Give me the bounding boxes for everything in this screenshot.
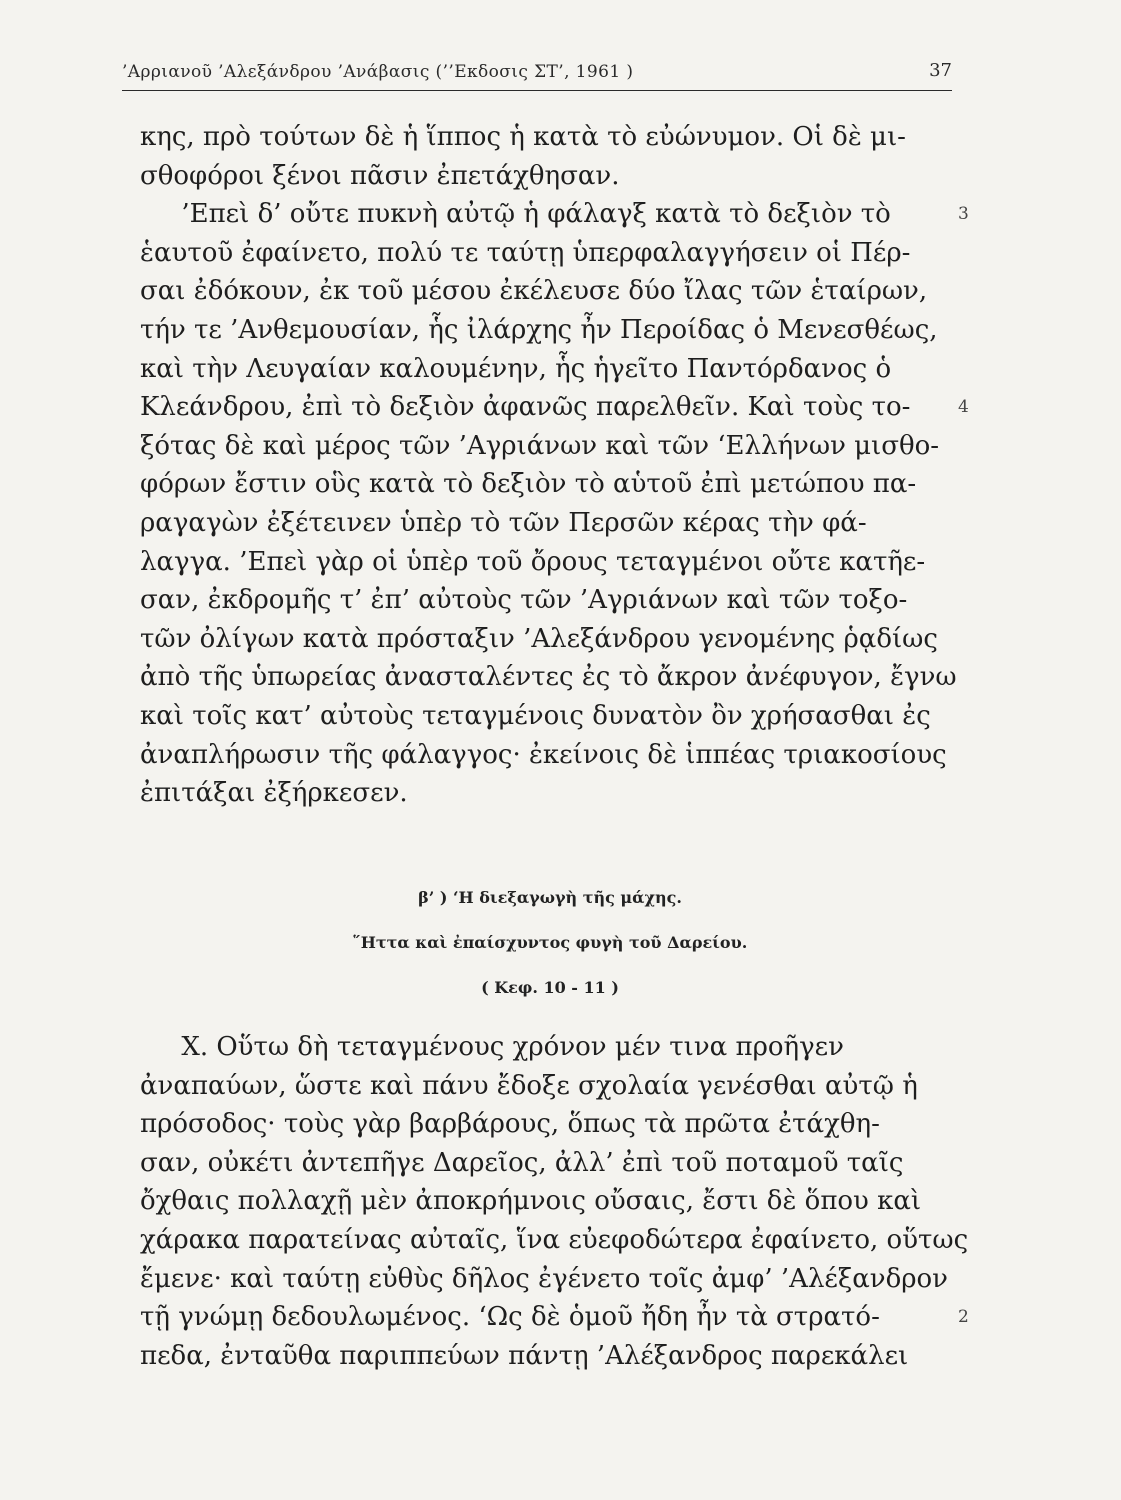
text-line	[140, 1337, 970, 1376]
text-line	[140, 350, 970, 389]
text-line	[140, 1105, 970, 1144]
line-text: κης, πρὸ τούτων δὲ ἡ ἵππος ἡ κατὰ τὸ εὐώνυμον. Οἱ δὲ μι-	[140, 122, 906, 152]
text-line	[140, 427, 970, 466]
text-line	[140, 118, 970, 157]
text-line	[140, 272, 970, 311]
text-line	[140, 234, 970, 273]
text-line	[140, 1028, 970, 1067]
line-text: καὶ τοῖς κατ’ αὐτοὺς τεταγμένοις δυνατὸν ὂν χρήσασθαι ἐς	[140, 700, 931, 731]
line-text: σθοφόροι ξένοι πᾶσιν ἐπετάχθησαν.	[140, 160, 620, 191]
header-title: ’Αρριανοῦ ’Αλεξάνδρου ’Ανάβασις (’’Εκδοσις ΣΤ’, 1961 )	[122, 62, 634, 82]
line-text: ὄχθαις πολλαχῇ μὲν ἀποκρήμνοις οὔσαις, ἔστι δὲ ὅπου καὶ	[140, 1186, 922, 1217]
text-line	[140, 697, 970, 736]
line-text: ἀπὸ τῆς ὑπωρείας ἀνασταλέντες ἐς τὸ ἄκρον ἀνέφυγον, ἔγνω	[140, 662, 957, 693]
running-header	[122, 60, 952, 91]
line-text: σαν, οὐκέτι ἀντεπῆγε Δαρεῖος, ἀλλ’ ἐπὶ τοῦ ποταμοῦ ταῖς	[140, 1147, 904, 1178]
text-line	[140, 465, 970, 504]
margin-section-number: 4	[958, 397, 969, 418]
text-line	[140, 1144, 970, 1183]
line-text: ἀναπλήρωσιν τῆς φάλαγγος· ἐκείνοις δὲ ἱππέας τριακοσίους	[140, 739, 947, 770]
line-text: λαγγα. ’Επεὶ γὰρ οἱ ὑπὲρ τοῦ ὄρους τεταγμένοι οὔτε κατῆε-	[140, 546, 926, 577]
text-line	[140, 195, 970, 234]
margin-section-number: 3	[958, 204, 969, 225]
text-line	[140, 736, 970, 775]
line-text: ἔμενε· καὶ ταύτῃ εὐθὺς δῆλος ἐγένετο τοῖς ἀμφ’ ’Αλέξανδρον	[140, 1263, 948, 1294]
line-text: ’Επεὶ δ’ οὔτε πυκνὴ αὐτῷ ἡ φάλαγξ κατὰ τὸ δεξιὸν τὸ	[140, 199, 891, 230]
line-text: Χ. Οὕτω δὴ τεταγμένους χρόνον μέν τινα προῆγεν	[140, 1032, 844, 1062]
text-line	[140, 1182, 970, 1221]
body-text-bottom	[140, 1028, 970, 1375]
text-line	[140, 157, 970, 196]
line-text: Κλεάνδρου, ἐπὶ τὸ δεξιὸν ἀφανῶς παρελθεῖν. Καὶ τοὺς το-	[140, 392, 911, 423]
text-line	[140, 581, 970, 620]
line-text: ξότας δὲ καὶ μέρος τῶν ’Αγριάνων καὶ τῶν ‘Ελλήνων μισθο-	[140, 430, 940, 461]
section-heading	[140, 888, 960, 998]
line-text: ἐπιτάξαι ἐξήρκεσεν.	[140, 778, 408, 809]
text-line	[140, 1067, 970, 1106]
line-text: σαι ἐδόκουν, ἐκ τοῦ μέσου ἐκέλευσε δύο ἴλας τῶν ἑταίρων,	[140, 276, 928, 307]
text-line	[140, 388, 970, 427]
line-text: πρόσοδος· τοὺς γὰρ βαρβάρους, ὅπως τὰ πρῶτα ἐτάχθη-	[140, 1109, 880, 1140]
line-text: φόρων ἔστιν οὓς κατὰ τὸ δεξιὸν τὸ αὑτοῦ ἐπὶ μετώπου πα-	[140, 469, 917, 500]
line-text: τῶν ὀλίγων κατὰ πρόσταξιν ’Αλεξάνδρου γενομένης ῥᾳδίως	[140, 623, 938, 654]
text-line	[140, 658, 970, 697]
line-text: χάρακα παρατείνας αὐταῖς, ἵνα εὐεφοδώτερα ἐφαίνετο, οὕτως	[140, 1224, 969, 1255]
section-heading-title: β’ ) ‘Η διεξαγωγὴ τῆς μάχης.	[418, 888, 682, 907]
line-text: πεδα, ἐνταῦθα παριππεύων πάντῃ ’Αλέξανδρος παρεκάλει	[140, 1340, 909, 1371]
section-heading-subtitle: ῞Ηττα καὶ ἐπαίσχυντος φυγὴ τοῦ Δαρείου.	[352, 933, 748, 952]
text-line	[140, 1260, 970, 1299]
text-line	[140, 311, 970, 350]
line-text: τήν τε ’Ανθεμουσίαν, ἧς ἰλάρχης ἦν Περοίδας ὁ Μενεσθέως,	[140, 314, 938, 345]
page-number: 37	[929, 60, 952, 81]
section-heading-chapters: ( Κεφ. 10 - 11 )	[481, 978, 619, 997]
line-text: ἀναπαύων, ὥστε καὶ πάνυ ἔδοξε σχολαία γενέσθαι αὐτῷ ἡ	[140, 1070, 918, 1101]
text-line	[140, 1298, 970, 1337]
body-text-top	[140, 118, 970, 813]
text-line	[140, 620, 970, 659]
text-line	[140, 774, 970, 813]
line-text: καὶ τὴν Λευγαίαν καλουμένην, ἧς ἡγεῖτο Παντόρδανος ὁ	[140, 353, 892, 384]
text-line	[140, 1221, 970, 1260]
text-line	[140, 543, 970, 582]
line-text: ἑαυτοῦ ἐφαίνετο, πολύ τε ταύτῃ ὑπερφαλαγγήσειν οἱ Πέρ-	[140, 237, 911, 268]
line-text: ραγαγὼν ἐξέτεινεν ὑπὲρ τὸ τῶν Περσῶν κέρας τὴν φά-	[140, 507, 867, 538]
text-line	[140, 504, 970, 543]
line-text: τῇ γνώμῃ δεδουλωμένος. ‘Ως δὲ ὁμοῦ ἤδη ἦν τὰ στρατό-	[140, 1302, 880, 1333]
margin-section-number: 2	[958, 1307, 969, 1328]
line-text: σαν, ἐκδρομῆς τ’ ἐπ’ αὐτοὺς τῶν ’Αγριάνων καὶ τῶν τοξο-	[140, 585, 908, 616]
